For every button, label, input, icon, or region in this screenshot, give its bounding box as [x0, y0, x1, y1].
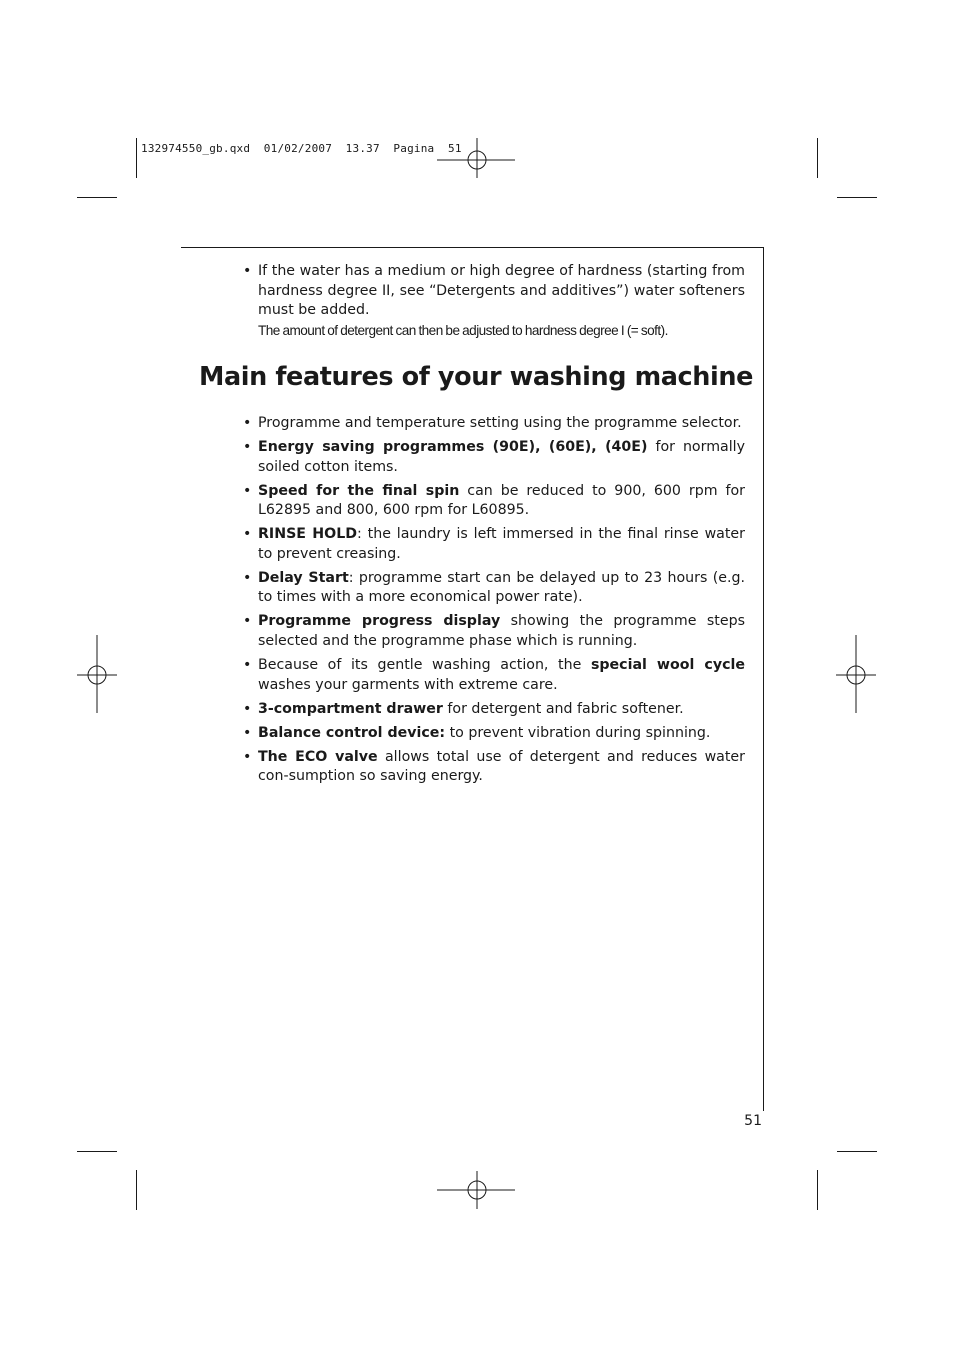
bullet-marker: •: [243, 657, 252, 674]
page-frame-top-rule: [181, 247, 764, 248]
feature-bold-lead: Energy saving programmes (90E), (60E), (40E): [258, 439, 648, 456]
feature-text: : the laundry is left immersed in the final rinse water to prevent creasing.: [258, 526, 745, 562]
bullet-marker: •: [243, 748, 252, 765]
page-number: 51: [744, 1113, 762, 1129]
crop-mark: [77, 1151, 117, 1152]
feature-item: [243, 482, 745, 521]
crop-mark: [837, 1151, 877, 1152]
features-list: [243, 414, 745, 791]
feature-bold-lead: Programme progress display: [258, 613, 501, 630]
bullet-marker: •: [243, 700, 252, 717]
feature-text: showing the programme steps selected and the programme phase which is running.: [258, 613, 745, 649]
bullet-marker: •: [243, 415, 252, 431]
section-heading: Main features of your washing machine: [199, 362, 754, 392]
feature-bold-lead: Delay Start: [258, 569, 349, 586]
intro-text: If the water has a medium or high degree of hardness (starting from hardness degree II, see “Detergents and additives”) water softeners must be added.: [258, 263, 745, 318]
feature-item: [243, 748, 745, 787]
feature-text: for normally soiled cotton items.: [258, 439, 745, 475]
feature-item: [243, 438, 745, 477]
feature-text: : programme start can be delayed up to 23 hours (e.g. to times with a more economical power rate).: [258, 569, 745, 606]
feature-bold-lead: Balance control device:: [258, 724, 446, 741]
feature-item: [243, 414, 745, 434]
intro-block: [243, 262, 745, 340]
feature-item: [243, 700, 745, 720]
feature-bold-mid: special wool cycle: [590, 657, 745, 674]
bullet-marker: •: [243, 482, 252, 499]
feature-bold-lead: Speed for the final spin: [258, 482, 460, 499]
feature-bold-lead: 3-compartment drawer: [258, 700, 443, 717]
feature-bold-lead: RINSE HOLD: [258, 526, 358, 543]
print-slug: 132974550_gb.qxd 01/02/2007 13.37 Pagina 51: [141, 142, 462, 155]
bullet-marker: •: [243, 613, 252, 630]
feature-item: [243, 656, 745, 695]
feature-text: for detergent and fabric softener.: [442, 700, 684, 717]
bullet-marker: •: [243, 439, 252, 456]
feature-text: to prevent vibration during spinning.: [445, 724, 711, 741]
feature-text: Programme and temperature setting using the programme selector.: [258, 415, 742, 431]
bullet-marker: •: [243, 526, 252, 543]
crop-mark: [136, 138, 137, 178]
feature-text: can be reduced to 900, 600 rpm for L62895 and 800, 600 rpm for L60895.: [258, 482, 745, 519]
feature-item: [243, 569, 745, 608]
page-frame-right-rule: [763, 247, 764, 1111]
crop-mark: [837, 197, 877, 198]
feature-item: [243, 724, 745, 744]
registration-mark-icon: [57, 635, 137, 715]
intro-bullet: [243, 262, 745, 321]
bullet-marker: •: [243, 569, 252, 586]
feature-bold-lead: The ECO valve: [258, 748, 378, 765]
intro-note: The amount of detergent can then be adjusted to hardness degree I (= soft).: [258, 322, 668, 338]
crop-mark: [817, 138, 818, 178]
registration-mark-icon: [437, 1150, 517, 1230]
registration-mark-icon: [437, 120, 517, 200]
feature-text: allows total use of detergent and reduces water con-sumption so saving energy.: [258, 748, 745, 785]
bullet-marker: •: [243, 724, 252, 741]
feature-text-after: washes your garments with extreme care.: [258, 676, 558, 693]
feature-item: [243, 525, 745, 564]
bullet-marker: •: [243, 263, 252, 279]
registration-mark-icon: [816, 635, 896, 715]
crop-mark: [817, 1170, 818, 1210]
feature-text: Because of its gentle washing action, the: [258, 657, 591, 674]
crop-mark: [77, 197, 117, 198]
feature-item: [243, 612, 745, 651]
crop-mark: [136, 1170, 137, 1210]
